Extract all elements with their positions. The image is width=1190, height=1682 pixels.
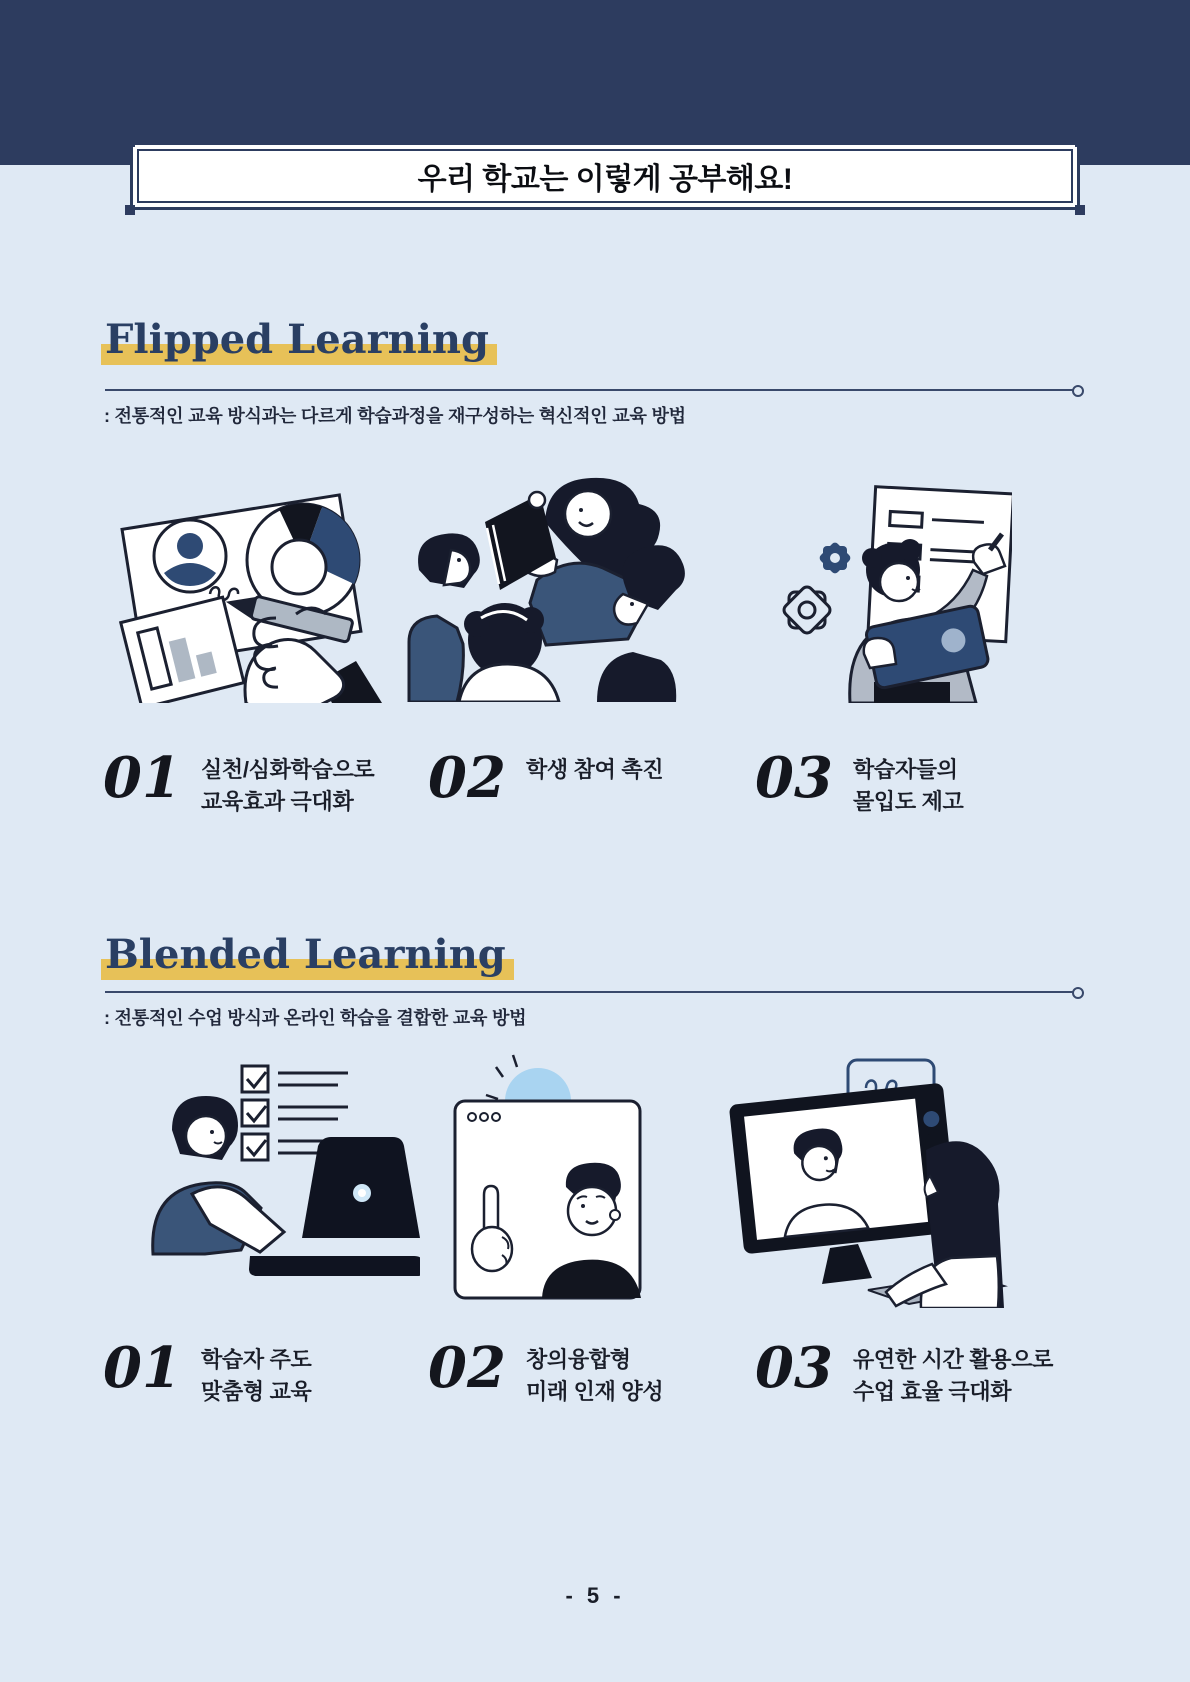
caption-line: 실천/심화학습으로	[200, 757, 375, 782]
item-caption	[853, 752, 964, 818]
section-title: Blended Learning	[105, 931, 506, 978]
item-number: 03	[755, 1335, 833, 1401]
section-divider	[105, 991, 1078, 993]
list-item	[755, 745, 964, 818]
frame-corner-icon	[1075, 205, 1085, 215]
section-description: : 전통적인 수업 방식과 온라인 학습을 결합한 교육 방법	[104, 1008, 527, 1028]
item-number: 02	[428, 1335, 506, 1401]
caption-line: 학생 참여 촉진	[525, 757, 664, 782]
item-number: 01	[103, 745, 181, 811]
section-heading-flipped	[105, 316, 489, 363]
item-number: 03	[755, 745, 833, 811]
item-caption	[526, 752, 663, 786]
item-number: 02	[428, 745, 506, 811]
list-item	[103, 1335, 312, 1408]
divider-end-dot-icon	[1072, 987, 1084, 999]
student-laptop-checklist-illustration	[100, 1058, 420, 1303]
divider-end-dot-icon	[1072, 385, 1084, 397]
hand-analyzing-data-card-illustration	[100, 468, 400, 703]
section-title: Flipped Learning	[105, 316, 489, 363]
section-description: : 전통적인 교육 방식과는 다르게 학습과정을 재구성하는 혁신적인 교육 방법	[104, 406, 686, 426]
list-item	[103, 745, 375, 818]
caption-line: 맞춤형 교육	[200, 1379, 312, 1404]
caption-line: 학습자 주도	[200, 1347, 312, 1372]
caption-line: 학습자들의	[852, 757, 958, 782]
caption-line: 교육효과 극대화	[200, 789, 354, 814]
list-item	[428, 1335, 664, 1408]
section-divider	[105, 389, 1078, 391]
frame-corner-icon	[1075, 137, 1085, 147]
list-item	[428, 745, 664, 811]
list-item	[755, 1335, 1054, 1408]
caption-line: 수업 효율 극대화	[852, 1379, 1012, 1404]
caption-line: 미래 인재 양성	[525, 1379, 664, 1404]
title-box	[130, 142, 1080, 210]
header-band	[0, 0, 1190, 165]
teacher-reading-to-students-illustration	[385, 452, 715, 702]
video-call-monitor-illustration	[718, 1058, 1018, 1308]
idea-online-class-illustration	[450, 1053, 710, 1303]
frame-corner-icon	[125, 137, 135, 147]
student-writing-whiteboard-illustration	[722, 458, 1012, 703]
frame-corner-icon	[125, 205, 135, 215]
item-caption	[853, 1342, 1053, 1408]
page-title: 우리 학교는 이렇게 공부해요!	[417, 163, 793, 196]
caption-line: 몰입도 제고	[852, 789, 964, 814]
section-heading-blended	[105, 931, 506, 978]
caption-line: 유연한 시간 활용으로	[852, 1347, 1054, 1372]
item-caption	[526, 1342, 663, 1408]
page-number: - 5 -	[565, 1583, 625, 1608]
caption-line: 창의융합형	[525, 1347, 631, 1372]
item-caption	[201, 752, 374, 818]
item-caption	[201, 1342, 312, 1408]
item-number: 01	[103, 1335, 181, 1401]
